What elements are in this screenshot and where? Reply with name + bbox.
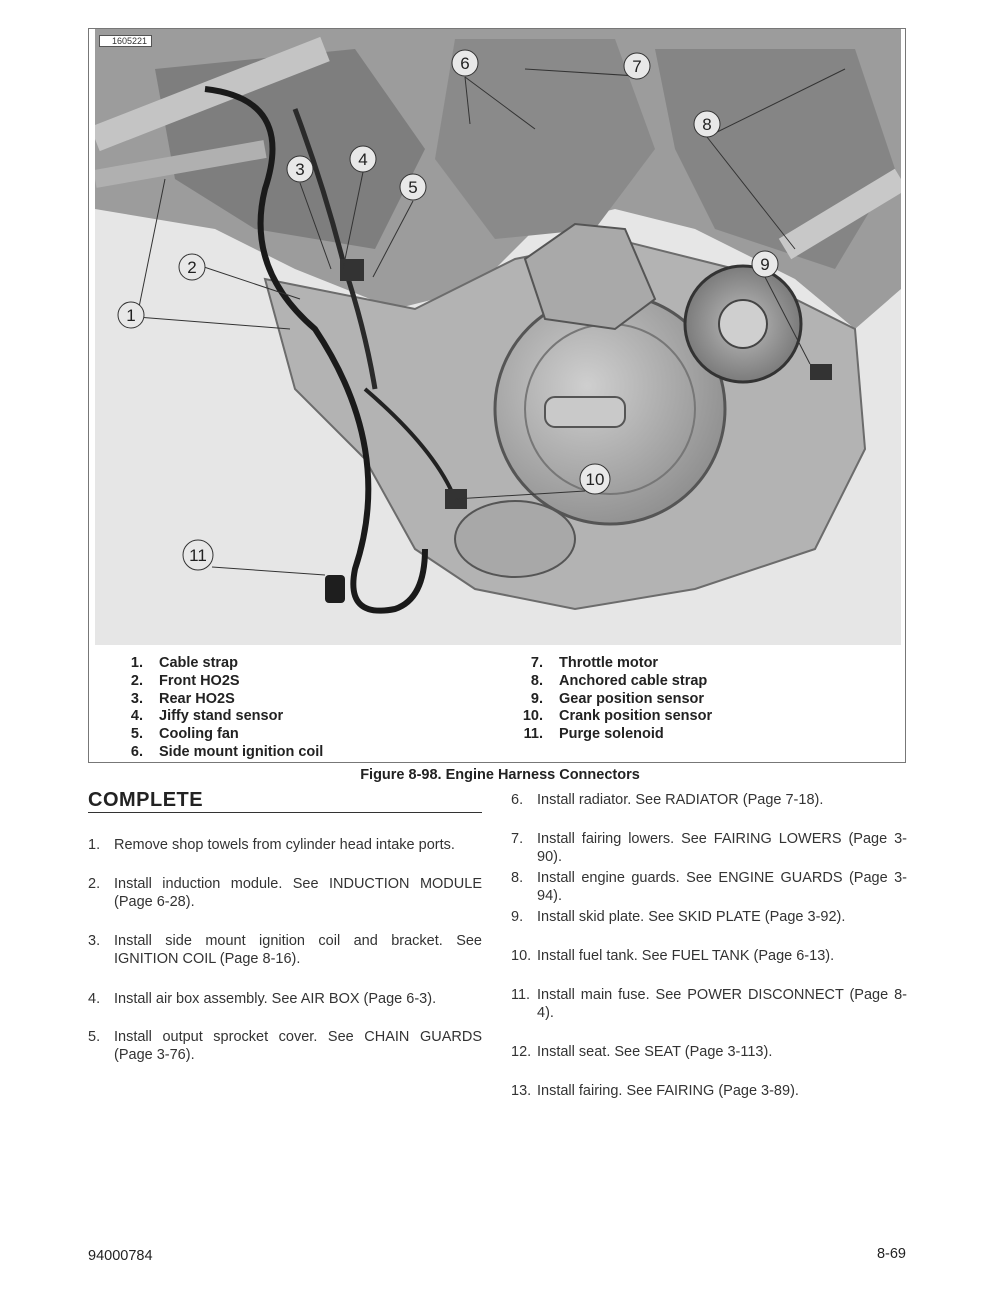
step-item: 11. Install main fuse. See POWER DISCONNECT (Page 8-4). bbox=[511, 987, 907, 1021]
callout-1 bbox=[118, 302, 144, 328]
legend-item: 2. Front HO2S bbox=[130, 672, 240, 689]
step-item: 1. Remove shop towels from cylinder head intake ports. bbox=[88, 837, 455, 853]
legend-item: 5. Cooling fan bbox=[130, 726, 239, 743]
legend-item: 11. Purge solenoid bbox=[523, 726, 664, 743]
svg-text:9: 9 bbox=[760, 255, 770, 274]
svg-text:3: 3 bbox=[295, 160, 305, 179]
legend-item: 8. Anchored cable strap bbox=[530, 672, 708, 689]
svg-text:5: 5 bbox=[408, 178, 418, 197]
legend-item: 1. Cable strap bbox=[130, 655, 238, 671]
legend-item: 4. Jiffy stand sensor bbox=[130, 708, 284, 725]
svg-text:4: 4 bbox=[358, 150, 368, 169]
svg-text:8: 8 bbox=[702, 115, 712, 134]
step-item: 12. Install seat. See SEAT (Page 3-113). bbox=[511, 1044, 773, 1060]
page-number: 8-69 bbox=[876, 1246, 906, 1262]
engine-photo bbox=[95, 29, 901, 645]
svg-text:2: 2 bbox=[187, 258, 197, 277]
image-id-label: 1605221 bbox=[99, 35, 152, 47]
svg-text:1: 1 bbox=[126, 306, 136, 325]
step-item: 9. Install skid plate. See SKID PLATE (Page 3-92). bbox=[511, 909, 846, 925]
legend-item: 7. Throttle motor bbox=[530, 655, 659, 671]
callout-3 bbox=[287, 156, 313, 182]
step-item: 7. Install fairing lowers. See FAIRING LOWERS (Page 3-90). bbox=[511, 831, 907, 865]
legend-left bbox=[109, 655, 323, 762]
callout-11 bbox=[183, 540, 213, 570]
section-title: COMPLETE bbox=[88, 788, 482, 813]
callout-8 bbox=[694, 111, 720, 137]
figure-box bbox=[88, 28, 906, 763]
step-item: 13. Install fairing. See FAIRING (Page 3-89). bbox=[511, 1083, 799, 1099]
callout-4 bbox=[350, 146, 376, 172]
step-item: 2. Install induction module. See INDUCTION MODULE (Page 6-28). bbox=[88, 876, 482, 910]
callout-2 bbox=[179, 254, 205, 280]
engine-illustration bbox=[95, 29, 901, 645]
callout-6 bbox=[452, 50, 478, 76]
step-item: 6. Install radiator. See RADIATOR (Page 7-18). bbox=[511, 792, 824, 808]
callout-7 bbox=[624, 53, 650, 79]
callout-5 bbox=[400, 174, 426, 200]
legend-item: 3. Rear HO2S bbox=[130, 690, 235, 707]
legend-item: 6. Side mount ignition coil bbox=[130, 743, 324, 760]
doc-number: 94000784 bbox=[88, 1248, 153, 1264]
step-item: 10. Install fuel tank. See FUEL TANK (Page 6-13). bbox=[511, 948, 835, 964]
step-item: 5. Install output sprocket cover. See CHAIN GUARDS (Page 3-76). bbox=[88, 1029, 482, 1063]
legend-item: 10. Crank position sensor bbox=[522, 708, 713, 725]
svg-text:6: 6 bbox=[460, 54, 470, 73]
figure-caption: Figure 8-98. Engine Harness Connectors bbox=[360, 767, 640, 783]
legend-right bbox=[509, 655, 712, 744]
step-item: 4. Install air box assembly. See AIR BOX (Page 6-3). bbox=[88, 991, 437, 1007]
svg-text:11: 11 bbox=[189, 546, 207, 565]
svg-text:7: 7 bbox=[632, 57, 642, 76]
svg-text:10: 10 bbox=[585, 470, 605, 489]
step-item: 8. Install engine guards. See ENGINE GUARDS (Page 3-94). bbox=[511, 870, 907, 904]
step-item: 3. Install side mount ignition coil and bracket. See IGNITION COIL (Page 8-16). bbox=[88, 933, 482, 967]
callout-9 bbox=[752, 251, 778, 277]
legend-item: 9. Gear position sensor bbox=[530, 690, 705, 707]
callout-10 bbox=[580, 464, 610, 494]
